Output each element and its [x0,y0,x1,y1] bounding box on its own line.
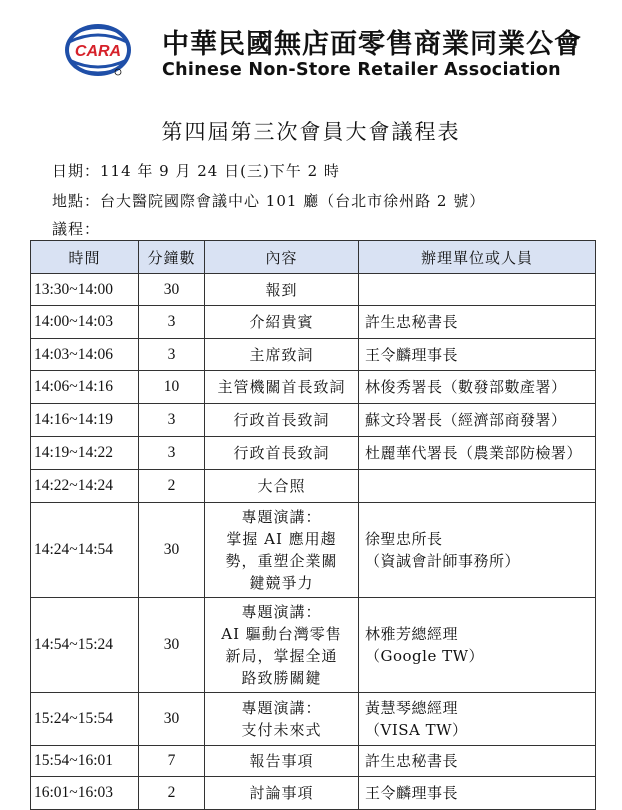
meeting-date: 日期：114 年 9 月 24 日(三)下午 2 時 [52,162,340,180]
logo-text: CARA [74,43,122,60]
table-header-row [31,241,596,274]
table-row [31,404,596,437]
cell-time: 14:54~15:24 [31,598,139,693]
cell-person: 許生忠秘書長 [359,746,596,777]
cell-content: 專題演講： 掌握 AI 應用趨 勢，重塑企業關 鍵競爭力 [205,503,359,598]
table-row [31,503,596,598]
table-row [31,470,596,503]
cell-time: 13:30~14:00 [31,274,139,306]
table-row [31,339,596,371]
cell-time: 14:24~14:54 [31,503,139,598]
cell-time: 14:00~14:03 [31,306,139,339]
cell-person [359,470,596,503]
cell-minutes: 2 [139,777,205,810]
cell-content: 行政首長致詞 [205,437,359,470]
cell-content: 主席致詞 [205,339,359,371]
cell-time: 14:22~14:24 [31,470,139,503]
cell-content: 大合照 [205,470,359,503]
org-name-en: Chinese Non-Store Retailer Association [162,60,561,80]
cell-minutes: 7 [139,746,205,777]
cell-person: 杜麗華代署長（農業部防檢署） [359,437,596,470]
cell-time: 15:54~16:01 [31,746,139,777]
cell-time: 14:03~14:06 [31,339,139,371]
cell-person: 王令麟理事長 [359,339,596,371]
header-time: 時間 [31,241,139,274]
cell-person: 林俊秀署長（數發部數產署） [359,371,596,404]
table-row [31,274,596,306]
table-row [31,777,596,810]
cell-person: 蘇文玲署長（經濟部商發署） [359,404,596,437]
cell-content: 專題演講： AI 驅動台灣零售 新局，掌握全通 路致勝關鍵 [205,598,359,693]
agenda-body [31,274,596,810]
header-minutes: 分鐘數 [139,241,205,274]
cell-time: 16:01~16:03 [31,777,139,810]
table-row [31,437,596,470]
cell-minutes: 30 [139,693,205,746]
cell-minutes: 30 [139,503,205,598]
cell-content: 主管機關首長致詞 [205,371,359,404]
cell-content: 介紹貴賓 [205,306,359,339]
cell-person: 王令麟理事長 [359,777,596,810]
cell-minutes: 3 [139,306,205,339]
agenda-table [30,240,596,810]
meeting-location: 地點：台大醫院國際會議中心 101 廳（台北市徐州路 2 號） [52,192,486,210]
cell-content: 討論事項 [205,777,359,810]
cell-person [359,274,596,306]
cell-time: 14:16~14:19 [31,404,139,437]
header-content: 內容 [205,241,359,274]
letterhead [58,8,582,88]
table-row [31,371,596,404]
cell-minutes: 30 [139,598,205,693]
cell-minutes: 3 [139,437,205,470]
cell-minutes: 2 [139,470,205,503]
table-row [31,598,596,693]
cell-person: 許生忠秘書長 [359,306,596,339]
cell-person: 林雅芳總經理 （Google TW） [359,598,596,693]
document-title: 第四屆第三次會員大會議程表 [161,120,461,144]
cell-time: 15:24~15:54 [31,693,139,746]
cell-content: 專題演講： 支付未來式 [205,693,359,746]
table-row [31,746,596,777]
cell-person: 徐聖忠所長 （資誠會計師事務所） [359,503,596,598]
cell-time: 14:19~14:22 [31,437,139,470]
header-person: 辦理單位或人員 [359,241,596,274]
cell-minutes: 3 [139,339,205,371]
table-row [31,693,596,746]
cell-content: 報告事項 [205,746,359,777]
cell-content: 行政首長致詞 [205,404,359,437]
cell-time: 14:06~14:16 [31,371,139,404]
cell-minutes: 30 [139,274,205,306]
cell-minutes: 10 [139,371,205,404]
cell-minutes: 3 [139,404,205,437]
org-name-zh: 中華民國無店面零售商業同業公會 [162,29,582,60]
cell-person: 黃慧琴總經理 （VISA TW） [359,693,596,746]
cara-logo-icon [62,20,134,80]
table-row [31,306,596,339]
cell-content: 報到 [205,274,359,306]
agenda-label: 議程： [52,220,101,238]
